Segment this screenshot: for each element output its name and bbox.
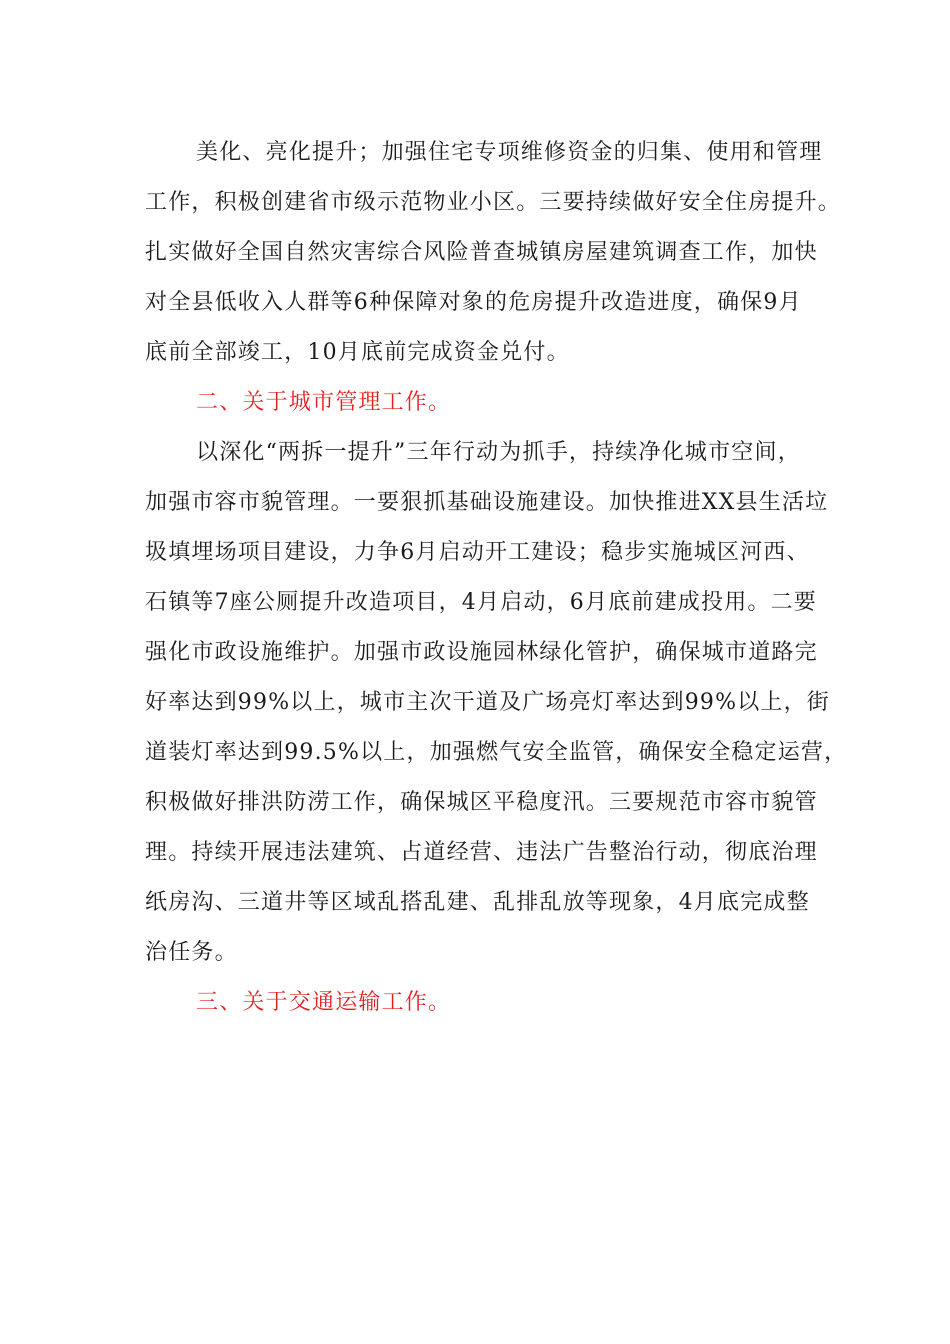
paragraph-2-line-3: 圾填埋场项目建设，力争6月启动开工建设；稳步实施城区河西、 [145,540,810,565]
paragraph-2-line-5: 强化市政设施维护。加强市政设施园林绿化管护，确保城市道路完 [145,640,818,665]
paragraph-1-line-2: 工作，积极创建省市级示范物业小区。三要持续做好安全住房提升。 [145,190,842,215]
paragraph-2-line-11: 治任务。 [145,940,238,965]
section-heading-urban-management: 二、关于城市管理工作。 [196,390,452,415]
paragraph-2-line-2: 加强市容市貌管理。一要狠抓基础设施建设。加快推进XX县生活垃 [145,490,829,515]
paragraph-1-line-3: 扎实做好全国自然灾害综合风险普查城镇房屋建筑调查工作，加快 [145,240,818,265]
paragraph-2-line-1: 以深化“两拆一提升”三年行动为抓手，持续净化城市空间， [196,440,801,465]
section-heading-transportation: 三、关于交通运输工作。 [196,990,452,1015]
paragraph-2-line-4: 石镇等7座公厕提升改造项目，4月启动，6月底前建成投用。二要 [145,590,817,615]
paragraph-1-line-4: 对全县低收入人群等6种保障对象的危房提升改造进度，确保9月 [145,290,802,315]
paragraph-1-line-1: 美化、亮化提升；加强住宅专项维修资金的归集、使用和管理 [196,140,823,165]
paragraph-2-line-9: 理。持续开展违法建筑、占道经营、违法广告整治行动，彻底治理 [145,840,818,865]
paragraph-2-line-7: 道装灯率达到99.5%以上，加强燃气安全监管，确保安全稳定运营， [145,740,848,765]
paragraph-2-line-10: 纸房沟、三道井等区域乱搭乱建、乱排乱放等现象，4月底完成整 [145,890,810,915]
paragraph-2-line-8: 积极做好排洪防涝工作，确保城区平稳度汛。三要规范市容市貌管 [145,790,818,815]
paragraph-1-line-5: 底前全部竣工，10月底前完成资金兑付。 [145,340,570,365]
paragraph-2-line-6: 好率达到99%以上，城市主次干道及广场亮灯率达到99%以上，街 [145,690,830,715]
